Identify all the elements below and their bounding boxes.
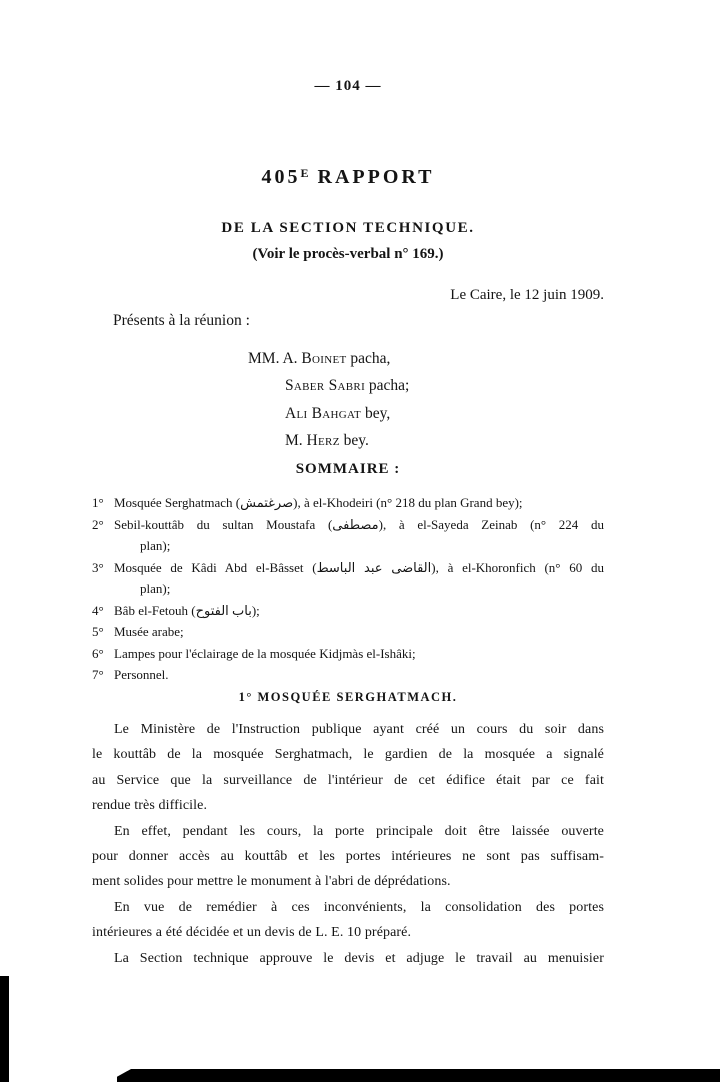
attendee-row — [285, 372, 578, 399]
sommaire-item-text: Bâb el-Fetouh (باب الفتوح); — [114, 602, 260, 618]
sommaire-item-continuation — [92, 578, 604, 600]
sommaire-item-number: 6° — [92, 645, 104, 661]
report-subtitle: DE LA SECTION TECHNIQUE. — [221, 220, 475, 236]
attendees-list — [248, 345, 578, 455]
body-line: rendue très difficile. — [92, 798, 208, 814]
presents-label: Présents à la réunion : — [113, 312, 250, 329]
sommaire-item — [92, 621, 604, 643]
section-heading: 1° MOSQUÉE SERGHATMACH. — [238, 690, 458, 704]
body-line: ment solides pour mettre le monument à l'abri de déprédations. — [92, 874, 451, 890]
sommaire-item-text: Lampes pour l'éclairage de la mosquée Kidjmàs el-Ishâki; — [114, 645, 416, 661]
report-title-word: RAPPORT — [309, 166, 435, 188]
attendee-title: bey, — [361, 404, 391, 422]
sommaire-item — [92, 600, 604, 622]
sommaire-item-text: Personnel. — [114, 667, 169, 682]
dateline: Le Caire, le 12 juin 1909. — [450, 287, 604, 303]
sommaire-item — [92, 492, 604, 514]
attendee-prefix: M. — [285, 432, 307, 450]
sommaire-item — [92, 557, 604, 579]
page-number: — 104 — — [314, 78, 382, 94]
body-line: le kouttâb de la mosquée Serghatmach, le gardien de la mosquée a signalé — [92, 747, 604, 763]
report-title-ordinal: E — [300, 166, 310, 180]
attendee-title: pacha, — [346, 350, 391, 367]
body-line: au Service que la surveillance de l'intérieur de cet édifice était par ce fait — [92, 772, 604, 788]
body-line: En effet, pendant les cours, la porte principale doit être laissée ouverte — [114, 823, 604, 839]
attendee-prefix: MM. A. — [248, 350, 302, 367]
body-line: pour donner accès au kouttâb et les portes intérieures ne sont pas suffisam- — [92, 849, 604, 865]
sommaire-item-number: 1° — [92, 495, 104, 510]
body-line: intérieures a été décidée et un devis de L. E. 10 préparé. — [92, 925, 412, 941]
body-line: La Section technique approuve le devis et adjuge le travail au menuisier — [114, 950, 604, 966]
sommaire-item-text: Musée arabe; — [114, 624, 184, 639]
sommaire-item-continuation — [92, 535, 604, 557]
body-line: Le Ministère de l'Instruction publique ayant créé un cours du soir dans — [114, 722, 604, 737]
sommaire-item-number: 7° — [92, 667, 104, 682]
report-reference: (Voir le procès-verbal n° 169.) — [252, 246, 444, 262]
attendee-title: bey. — [339, 432, 369, 450]
sommaire-item-number: 4° — [92, 602, 104, 618]
sommaire-item-text: plan); — [140, 581, 171, 596]
sommaire-item-text: plan); — [140, 538, 171, 553]
attendee-name: Boinet — [301, 350, 347, 367]
attendee-row — [248, 345, 578, 372]
sommaire-item-number: 3° — [92, 559, 104, 575]
attendee-name: Ali Bahgat — [285, 404, 362, 422]
scan-edge-artifact-left — [0, 976, 9, 1082]
body-line: En vue de remédier à ces inconvénients, la consolidation des portes — [114, 899, 604, 915]
body-text — [92, 717, 604, 971]
sommaire-item-number: 2° — [92, 516, 104, 532]
scan-edge-artifact-bottom — [117, 1069, 720, 1082]
report-title-number: 405 — [261, 166, 301, 188]
sommaire-heading: SOMMAIRE : — [295, 461, 401, 477]
sommaire-item — [92, 643, 604, 665]
sommaire-item-text: Mosquée de Kâdi Abd el-Bâsset (القاضى عبد الباسط), à el-Khoronfich (n° 60 du — [114, 559, 604, 575]
sommaire-item — [92, 664, 604, 686]
sommaire-item-text: Sebil-kouttâb du sultan Moustafa (مصطفى), à el-Sayeda Zeinab (n° 224 du — [114, 516, 604, 532]
sommaire-item — [92, 514, 604, 536]
attendee-row — [285, 427, 578, 454]
attendee-row — [285, 400, 578, 427]
attendee-name: Saber Sabri — [285, 377, 366, 395]
sommaire-list — [92, 492, 604, 686]
sommaire-item-number: 5° — [92, 624, 104, 639]
sommaire-item-text: Mosquée Serghatmach (صرغتمش), à el-Khodeiri (n° 218 du plan Grand bey); — [114, 495, 523, 510]
attendee-title: pacha; — [365, 377, 410, 395]
attendee-name: Herz — [306, 432, 340, 450]
report-title — [92, 166, 604, 189]
